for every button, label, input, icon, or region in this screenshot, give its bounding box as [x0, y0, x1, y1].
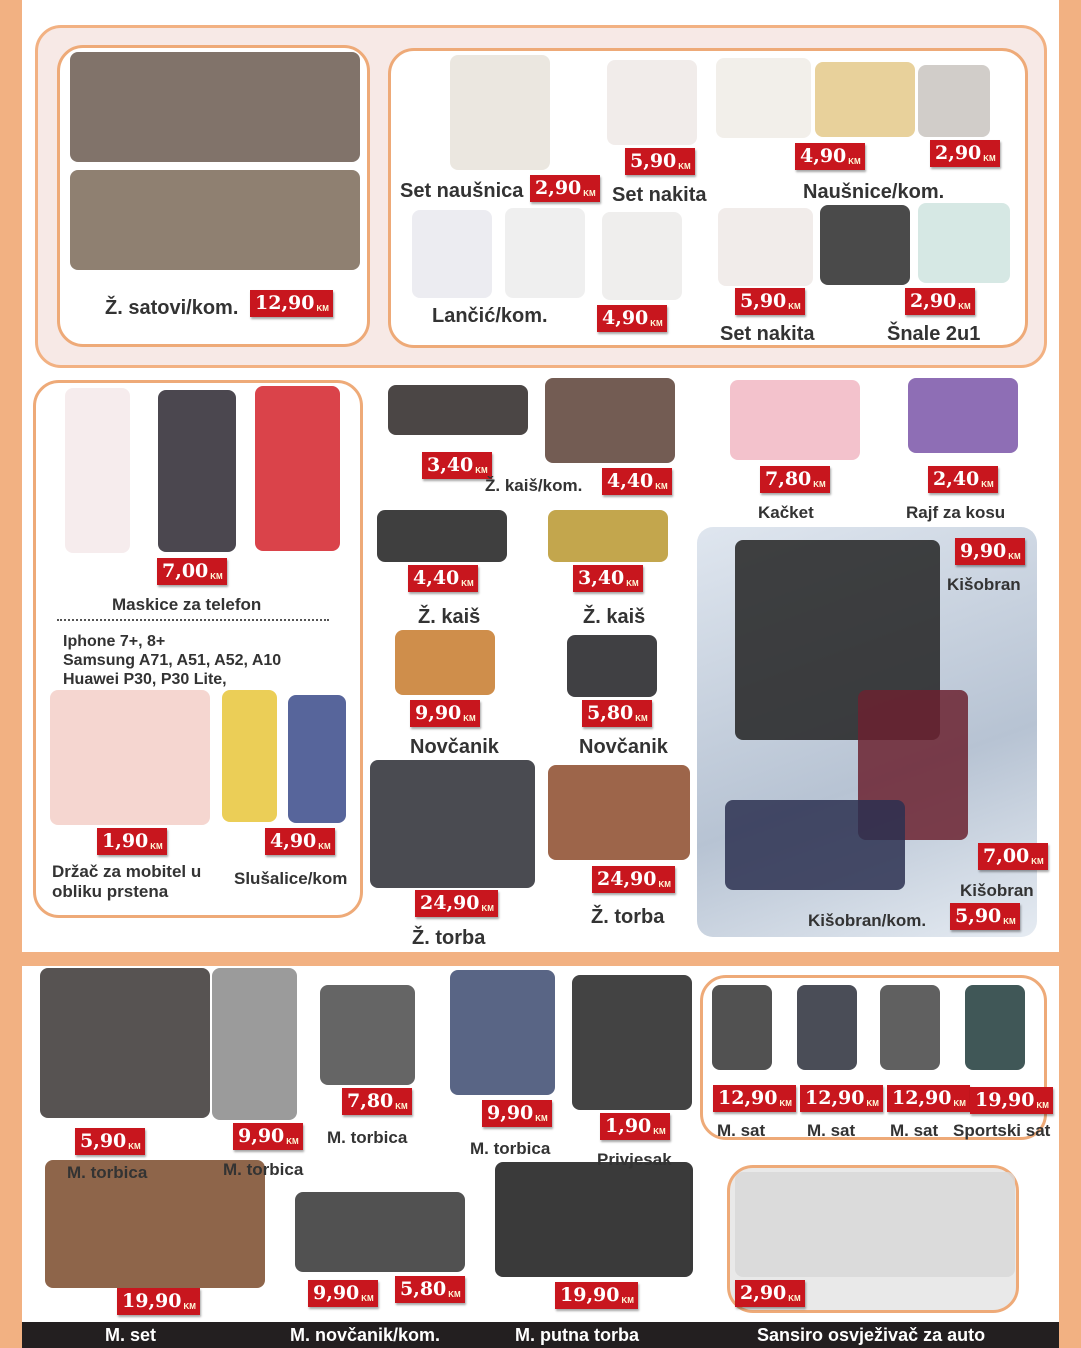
belt-image: [377, 510, 507, 562]
currency-label: KM: [788, 302, 801, 311]
currency-label: KM: [626, 579, 639, 588]
price-tag: [950, 903, 1020, 930]
price-value: 2,90: [935, 142, 982, 164]
watch-image: [965, 985, 1025, 1070]
earrings-image: [450, 55, 550, 170]
price-value: 7,80: [347, 1090, 394, 1112]
price-value: 1,90: [102, 830, 149, 852]
price-tag: [410, 700, 480, 727]
shoulder-bag-image: [320, 985, 415, 1085]
price-tag: [117, 1288, 200, 1315]
price-value: 9,90: [487, 1102, 534, 1124]
price-tag: [930, 140, 1000, 167]
shoulder-bag-image: [450, 970, 555, 1095]
price-tag: [713, 1085, 796, 1112]
currency-label: KM: [1036, 1101, 1049, 1110]
price-tag: [800, 1085, 883, 1112]
price-tag: [970, 1087, 1053, 1114]
currency-label: KM: [481, 904, 494, 913]
currency-label: KM: [813, 480, 826, 489]
hair-clips-image: [820, 205, 910, 285]
price-value: 19,90: [560, 1284, 620, 1306]
price-tag: [602, 468, 672, 495]
currency-label: KM: [650, 319, 663, 328]
currency-label: KM: [621, 1296, 634, 1305]
price-value: 4,90: [270, 830, 317, 852]
footer-product-name: M. novčanik/kom.: [290, 1325, 441, 1345]
section-divider: [22, 952, 1059, 966]
price-tag: [625, 148, 695, 175]
currency-label: KM: [1003, 917, 1016, 926]
product-name: M. torbica: [327, 1128, 408, 1147]
compatibility-list: [63, 632, 281, 689]
price-tag: [573, 565, 643, 592]
price-tag: [97, 828, 167, 855]
price-tag: [415, 890, 498, 917]
phone-case-image: [65, 388, 130, 553]
earrings-image: [815, 62, 915, 137]
earrings-image: [716, 58, 811, 138]
product-name: Set nakita: [612, 184, 707, 206]
currency-label: KM: [463, 714, 476, 723]
car-interior-image: [735, 1172, 1015, 1277]
product-name: Set nakita: [720, 323, 815, 345]
sling-bag-image: [212, 968, 297, 1120]
price-tag: [265, 828, 335, 855]
price-tag: [482, 1100, 552, 1127]
currency-label: KM: [583, 189, 596, 198]
earphones-image: [222, 690, 277, 822]
price-tag: [342, 1088, 412, 1115]
product-name: Naušnice/kom.: [803, 181, 945, 203]
price-value: 12,90: [718, 1087, 778, 1109]
watch-image: [880, 985, 940, 1070]
product-name: Kišobran: [960, 881, 1034, 900]
price-value: 9,90: [415, 702, 462, 724]
price-value: 9,90: [960, 540, 1007, 562]
product-name: Ž. torba: [412, 927, 486, 949]
price-value: 12,90: [805, 1087, 865, 1109]
price-value: 3,40: [578, 567, 625, 589]
watch-image: [797, 985, 857, 1070]
footer-product-name: M. set: [105, 1325, 157, 1345]
price-tag: [555, 1282, 638, 1309]
currency-label: KM: [318, 842, 331, 851]
currency-label: KM: [658, 880, 671, 889]
price-value: 3,40: [427, 454, 474, 476]
cap-image: [730, 380, 860, 460]
currency-label: KM: [981, 480, 994, 489]
product-name: Rajf za kosu: [906, 503, 1006, 522]
price-tag: [75, 1128, 145, 1155]
price-value: 7,80: [765, 468, 812, 490]
price-tag: [735, 288, 805, 315]
price-tag: [928, 466, 998, 493]
currency-label: KM: [286, 1137, 299, 1146]
price-tag: [408, 565, 478, 592]
currency-label: KM: [983, 154, 996, 163]
currency-label: KM: [779, 1099, 792, 1108]
price-value: 4,90: [602, 307, 649, 329]
footer-product-name: Sansiro osvježivač za auto: [757, 1325, 986, 1345]
price-value: 9,90: [238, 1125, 285, 1147]
product-name: Šnale 2u1: [887, 323, 981, 345]
mens-wallet-image: [295, 1192, 465, 1272]
price-tag: [735, 1280, 805, 1307]
product-name: Privjesak: [597, 1150, 672, 1169]
product-name: M. torbica: [470, 1139, 551, 1158]
price-value: 24,90: [420, 892, 480, 914]
shoulder-bag-image: [40, 968, 210, 1118]
product-name: M. torbica: [223, 1160, 304, 1179]
price-value: 19,90: [975, 1089, 1035, 1111]
product-name: Ž. kaiš: [583, 606, 646, 628]
price-value: 4,40: [413, 567, 460, 589]
price-tag: [887, 1085, 970, 1112]
handbag-image: [548, 765, 690, 860]
price-tag: [955, 538, 1025, 565]
earphones-image: [288, 695, 346, 823]
price-tag: [250, 290, 333, 317]
price-value: 19,90: [122, 1290, 182, 1312]
product-name: Ž. kaiš: [418, 606, 481, 628]
currency-label: KM: [678, 162, 691, 171]
currency-label: KM: [361, 1294, 374, 1303]
currency-label: KM: [183, 1302, 196, 1311]
product-name: M. sat: [717, 1121, 766, 1140]
product-name: Sportski sat: [953, 1121, 1051, 1140]
price-tag: [157, 558, 227, 585]
product-name: Maskice za telefon: [112, 595, 262, 614]
price-tag: [592, 866, 675, 893]
currency-label: KM: [395, 1102, 408, 1111]
price-value: 5,90: [955, 905, 1002, 927]
product-name: Ž. kaiš/kom.: [485, 476, 583, 495]
currency-label: KM: [475, 466, 488, 475]
earrings-image: [918, 65, 990, 137]
product-name: Slušalice/kom: [234, 869, 348, 888]
price-value: 7,00: [983, 845, 1030, 867]
product-name: Ž. torba: [591, 906, 665, 928]
price-tag: [905, 288, 975, 315]
product-name: M. sat: [807, 1121, 856, 1140]
watch-image: [712, 985, 772, 1070]
product-name: Novčanik: [410, 736, 499, 758]
product-name: Kačket: [758, 503, 814, 522]
price-value: 2,90: [910, 290, 957, 312]
product-name: Držač za mobitel u obliku prstena: [52, 862, 202, 901]
currency-label: KM: [655, 482, 668, 491]
price-value: 5,90: [740, 290, 787, 312]
price-value: 2,40: [933, 468, 980, 490]
phone-case-image: [158, 390, 236, 552]
price-tag: [597, 305, 667, 332]
price-tag: [308, 1280, 378, 1307]
price-value: 1,90: [605, 1115, 652, 1137]
phone-case-image: [255, 386, 340, 551]
watch-image: [70, 52, 360, 162]
price-tag: [233, 1123, 303, 1150]
currency-label: KM: [448, 1290, 461, 1299]
price-value: 12,90: [892, 1087, 952, 1109]
compat-line: Huawei P30, P30 Lite,: [63, 671, 227, 688]
currency-label: KM: [461, 579, 474, 588]
price-value: 12,90: [255, 292, 315, 314]
product-name: Lančić/kom.: [432, 305, 548, 327]
currency-label: KM: [535, 1114, 548, 1123]
currency-label: KM: [958, 302, 971, 311]
necklace-image: [718, 208, 813, 286]
wallet-image: [567, 635, 657, 697]
wallet-image: [395, 630, 495, 695]
currency-label: KM: [316, 304, 329, 313]
currency-label: KM: [848, 157, 861, 166]
price-value: 2,90: [535, 177, 582, 199]
product-name: Kišobran/kom.: [808, 911, 927, 930]
necklace-image: [602, 212, 682, 300]
price-value: 4,40: [607, 470, 654, 492]
phone-ring-image: [50, 690, 210, 825]
price-value: 7,00: [162, 560, 209, 582]
currency-label: KM: [635, 714, 648, 723]
belt-image: [388, 385, 528, 435]
price-value: 24,90: [597, 868, 657, 890]
compat-line: Iphone 7+, 8+: [63, 633, 166, 650]
product-name: M. sat: [890, 1121, 939, 1140]
price-tag: [978, 843, 1048, 870]
necklace-image: [412, 210, 492, 298]
product-name: Novčanik: [579, 736, 668, 758]
currency-label: KM: [1008, 552, 1021, 561]
footer-product-name: M. putna torba: [515, 1325, 639, 1345]
dotted-divider: [57, 619, 329, 621]
price-value: 9,90: [313, 1282, 360, 1304]
currency-label: KM: [953, 1099, 966, 1108]
watch-image: [70, 170, 360, 270]
currency-label: KM: [128, 1142, 141, 1151]
price-value: 5,80: [400, 1278, 447, 1300]
currency-label: KM: [788, 1294, 801, 1303]
price-value: 5,90: [630, 150, 677, 172]
travel-bag-image: [495, 1162, 693, 1277]
price-tag: [422, 452, 492, 479]
price-value: 5,90: [80, 1130, 127, 1152]
umbrella-image: [725, 800, 905, 890]
price-tag: [760, 466, 830, 493]
product-name: M. torbica: [67, 1163, 148, 1182]
product-name: Set naušnica: [400, 180, 524, 202]
belt-image: [548, 510, 668, 562]
necklace-image: [505, 208, 585, 298]
headband-image: [908, 378, 1018, 453]
compat-line: Samsung A71, A51, A52, A10: [63, 652, 282, 669]
price-tag: [395, 1276, 465, 1303]
price-tag: [795, 143, 865, 170]
product-name: Kišobran: [947, 575, 1021, 594]
price-tag: [582, 700, 652, 727]
necklace-image: [607, 60, 697, 145]
belt-image: [545, 378, 675, 463]
keychain-image: [572, 975, 692, 1110]
price-value: 4,90: [800, 145, 847, 167]
handbag-image: [370, 760, 535, 888]
currency-label: KM: [150, 842, 163, 851]
price-value: 2,90: [740, 1282, 787, 1304]
price-value: 5,80: [587, 702, 634, 724]
price-tag: [600, 1113, 670, 1140]
currency-label: KM: [210, 572, 223, 581]
price-tag: [530, 175, 600, 202]
currency-label: KM: [866, 1099, 879, 1108]
currency-label: KM: [653, 1127, 666, 1136]
currency-label: KM: [1031, 857, 1044, 866]
product-name: Ž. satovi/kom.: [105, 297, 239, 319]
hair-clips-image: [918, 203, 1010, 283]
